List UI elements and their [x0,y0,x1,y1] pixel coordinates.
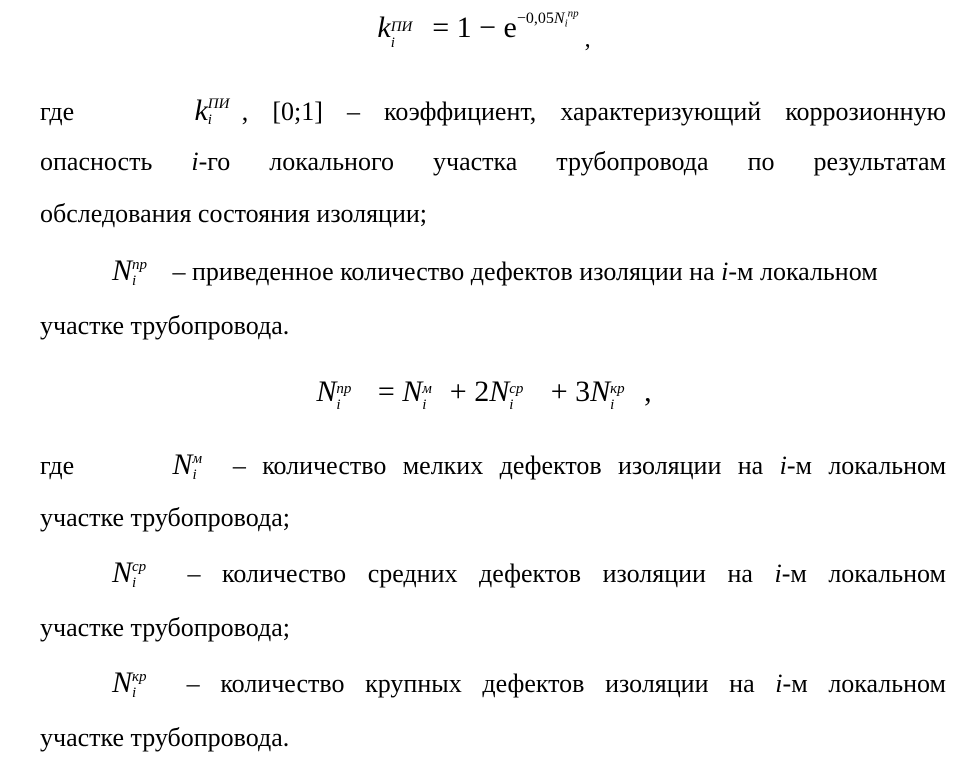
k-superscript: ПИ [207,96,230,112]
italic-i: i [774,559,782,588]
sup: ср [509,381,524,397]
where-nm-line2: участке трубопровода; [40,503,291,532]
sub: i [132,685,137,701]
N-indices [192,448,216,483]
italic-i: i [191,147,199,176]
where-label: где [40,97,75,126]
symbol-N: N [112,666,133,699]
formula1-equals: = 1 − e [424,11,517,44]
N-indices [132,254,166,289]
sub: i [422,397,427,413]
k-subscript: i [390,35,395,51]
exp-sub: i [564,17,568,30]
sup: кр [610,381,625,397]
text: – количество мелких дефектов изоляции на [216,451,780,480]
where-nm-line1 [40,448,946,483]
k-description: , [0;1] – коэффициент, характеризующий коррозионную [241,97,946,126]
exp-coefficient: −0,05 [516,10,554,28]
where-label: где [40,451,75,480]
N-indices [132,666,166,701]
exp-sup: пр [567,7,579,20]
italic-i: i [721,257,729,286]
text: опасность [40,147,192,176]
symbol-N: N [402,375,423,408]
plus-3: + 3 [543,375,591,408]
def-npr-line1 [40,254,946,289]
def-nkp-line2: участке трубопровода. [40,723,290,752]
symbol-N: N [316,375,337,408]
comma: , [644,375,652,408]
def-nkp-line1 [40,666,946,701]
text: -го локального участка трубопровода по результатам [198,147,946,176]
text: – количество крупных дефектов изоляции на [166,669,776,698]
sub: i [132,575,137,591]
formula-n-pr [0,372,968,413]
text: -м локальном [781,559,947,588]
sup: пр [336,381,352,397]
def-ncp-line2: участке трубопровода; [40,613,291,642]
text: -м локальном [728,257,878,286]
exp-N: N [553,10,565,28]
sup: м [192,451,203,467]
N-superscript: пр [132,257,148,273]
symbol-k: k [194,94,208,127]
sub: i [610,397,615,413]
k-superscript: ПИ [390,19,413,35]
text: -м локальном [786,451,947,480]
N-indices [509,375,543,413]
sup: кр [132,669,147,685]
where-k-line2 [40,146,946,178]
k-indices [207,94,242,128]
sub: i [509,397,514,413]
symbol-N: N [112,254,133,287]
symbol-k: k [377,11,391,44]
symbol-N: N [489,375,510,408]
N-indices [610,375,644,413]
N-indices [422,375,442,413]
italic-i: i [779,451,787,480]
sup: ср [132,559,147,575]
k-subscript: i [207,112,212,128]
symbol-N: N [590,375,611,408]
N-indices [336,375,370,413]
where-k-line1 [40,94,946,128]
where-k-line3: обследования состояния изоляции; [40,199,428,228]
N-indices [132,556,166,591]
text: – количество средних дефектов изоляции на [166,559,775,588]
formula-k-pi [0,6,968,62]
N-subscript: i [132,273,137,289]
equals: = [370,375,403,408]
symbol-N: N [112,556,133,589]
sup: м [422,381,432,397]
text: – приведенное количество дефектов изоляции на [166,257,722,286]
formula1-exponent [516,7,579,30]
italic-i: i [775,669,783,698]
def-ncp-line1 [40,556,946,591]
plus-2: + 2 [442,375,490,408]
symbol-N: N [172,448,193,481]
text: -м локальном [782,669,946,698]
formula1-tail: , [578,26,591,53]
sub: i [192,467,197,483]
k-indices [390,11,425,51]
def-npr-line2: участке трубопровода. [40,311,290,340]
sub: i [336,397,341,413]
